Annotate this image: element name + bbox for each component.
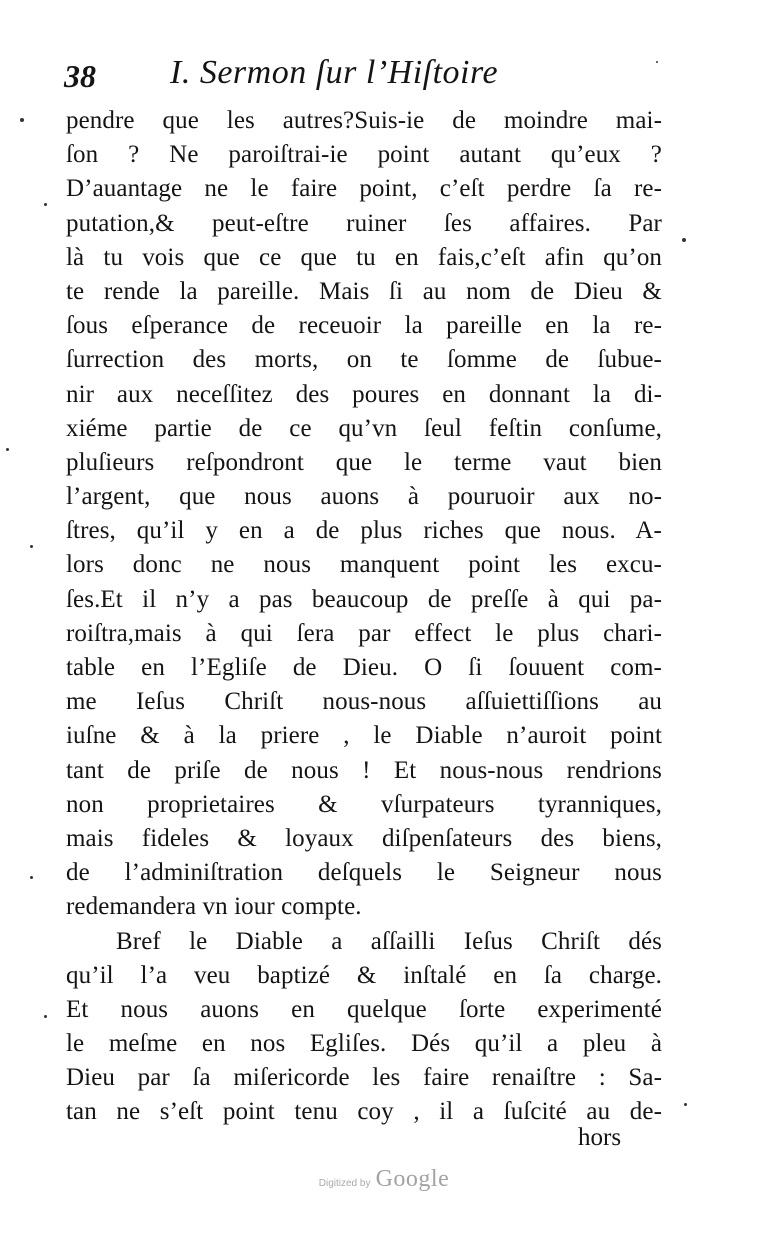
scan-speck bbox=[656, 61, 658, 63]
text-line: ſon ? Ne paroiſtrai-ie point autant qu’eux ? bbox=[66, 141, 662, 169]
text-line: pluſieurs reſpondront que le terme vaut bien bbox=[66, 448, 662, 476]
scan-speck bbox=[30, 876, 33, 879]
text-line: iuſne & à la priere , le Diable n’auroit point bbox=[66, 722, 663, 750]
text-line: tan ne s’eſt point tenu coy , il a ſuſcité au de- bbox=[66, 1098, 663, 1126]
text-line: l’argent, que nous auons à pouruoir aux no- bbox=[66, 483, 663, 511]
body-text bbox=[66, 104, 662, 1130]
text-line: ſes.Et il n’y a pas beaucoup de preſſe à qui pa- bbox=[66, 585, 663, 613]
text-line: D’auantage ne le faire point, c’eſt perdre ſa re- bbox=[66, 175, 663, 203]
scan-speck bbox=[684, 1103, 687, 1106]
scan-speck bbox=[20, 118, 24, 122]
text-line: tant de priſe de nous ! Et nous-nous rendrions bbox=[66, 756, 662, 784]
text-line: ſtres, qu’il y en a de plus riches que nous. A- bbox=[66, 517, 662, 545]
digitized-by-label: Digitized by bbox=[318, 1178, 371, 1189]
text-line: ſurrection des morts, on te ſomme de ſubue- bbox=[66, 346, 662, 374]
text-line: lors donc ne nous manquent point les excu- bbox=[66, 551, 662, 579]
google-logo: Google bbox=[375, 1166, 450, 1192]
text-line: nir aux neceſſitez des poures en donnant la di- bbox=[66, 380, 663, 408]
text-line: roiſtra,mais à qui ſera par effect le plus chari- bbox=[66, 619, 662, 647]
paragraph-start-line: Bref le Diable a aſſailli Ieſus Chriſt dés bbox=[116, 927, 662, 955]
page-header bbox=[64, 54, 664, 106]
scan-speck bbox=[6, 448, 9, 451]
text-line: Dieu par ſa miſericorde les faire renaiſtre : Sa- bbox=[66, 1064, 663, 1092]
scan-speck bbox=[682, 238, 686, 242]
text-line: xiéme partie de ce qu’vn ſeul feſtin conſume, bbox=[66, 414, 663, 442]
text-line: là tu vois que ce que tu en fais,c’eſt afin qu’on bbox=[66, 243, 663, 271]
catchword: hors bbox=[578, 1124, 622, 1151]
text-line: Et nous auons en quelque ſorte experimenté bbox=[66, 995, 663, 1023]
running-title: I. Sermon ſur l’Hiſtoire bbox=[170, 54, 499, 91]
scan-speck bbox=[44, 1015, 47, 1018]
scan-speck bbox=[30, 545, 33, 548]
page-number: 38 bbox=[64, 58, 96, 94]
text-line: qu’il l’a veu baptizé & inſtalé en ſa charge. bbox=[66, 961, 663, 989]
text-line: redemandera vn iour compte. bbox=[66, 893, 362, 921]
text-line: pendre que les autres?Suis-ie de moindre mai- bbox=[66, 107, 663, 134]
text-line: putation,& peut-eſtre ruiner ſes affaires. Par bbox=[66, 209, 662, 237]
text-line: mais fideles & loyaux diſpenſateurs des biens, bbox=[66, 824, 663, 852]
text-line: me Ieſus Chriſt nous-nous aſſuiettiſſions au bbox=[66, 688, 662, 716]
text-line: non proprietaires & vſurpateurs tyranniques, bbox=[66, 790, 662, 818]
text-line: le meſme en nos Egliſes. Dés qu’il a pleu à bbox=[66, 1030, 663, 1058]
text-line: te rende la pareille. Mais ſi au nom de Dieu & bbox=[66, 277, 662, 305]
scan-speck bbox=[44, 203, 47, 206]
text-line: table en l’Egliſe de Dieu. O ſi ſouuent com- bbox=[66, 654, 662, 681]
digitization-watermark bbox=[0, 1166, 768, 1193]
text-line: de l’adminiſtration deſquels le Seigneur nous bbox=[66, 859, 663, 887]
text-line: ſous eſperance de receuoir la pareille en la re- bbox=[66, 312, 663, 340]
